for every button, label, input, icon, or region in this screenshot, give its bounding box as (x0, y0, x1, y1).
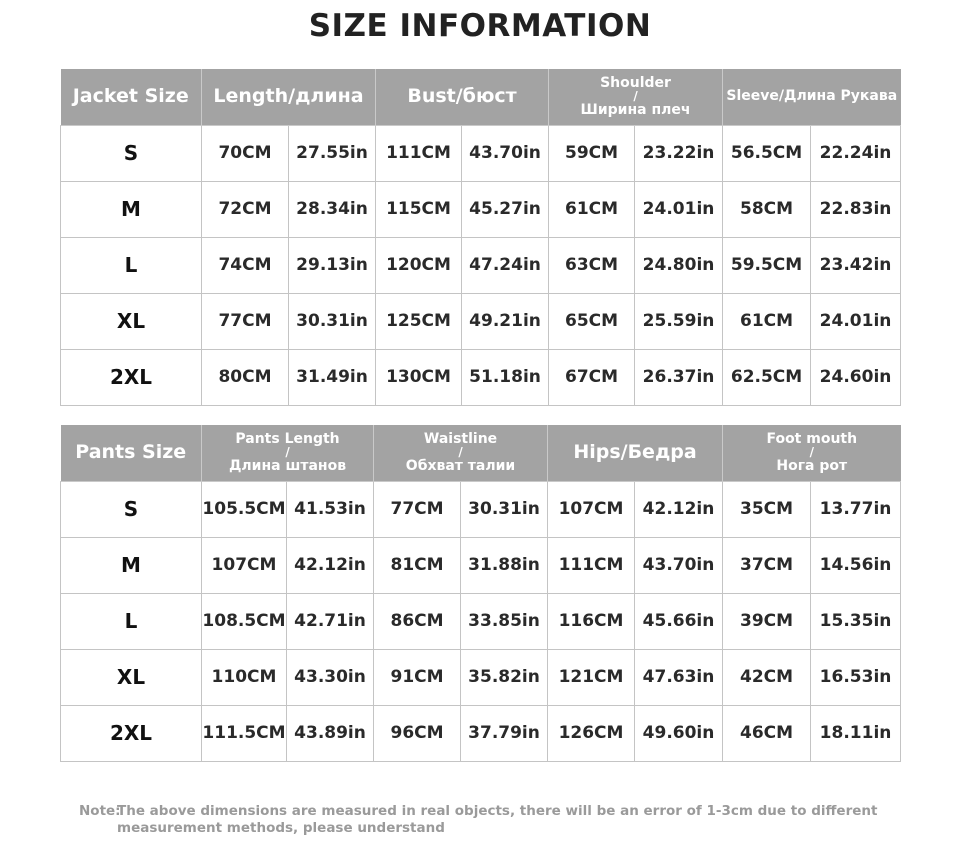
measurement-cell: 65CM (549, 293, 635, 349)
measurement-cell: 45.27in (462, 181, 549, 237)
measurement-cell: 70CM (202, 125, 289, 181)
measurement-cell: 30.31in (461, 481, 548, 537)
bust-header (376, 69, 549, 125)
measurement-cell: 41.53in (287, 481, 374, 537)
measurement-cell: 24.01in (635, 181, 723, 237)
shoulder-header-line1: Shoulder (600, 74, 671, 91)
size-label: M (61, 537, 202, 593)
size-label: L (61, 593, 202, 649)
measurement-cell: 28.34in (289, 181, 376, 237)
measurement-cell: 59CM (549, 125, 635, 181)
table-row (61, 125, 901, 181)
measurement-cell: 43.89in (287, 705, 374, 761)
measurement-cell: 14.56in (811, 537, 901, 593)
pants-size-table (60, 425, 901, 762)
measurement-cell: 15.35in (811, 593, 901, 649)
measurement-cell: 96CM (374, 705, 461, 761)
size-label: XL (61, 649, 202, 705)
measurement-cell: 56.5CM (723, 125, 811, 181)
measurement-cell: 91CM (374, 649, 461, 705)
measurement-cell: 18.11in (811, 705, 901, 761)
measurement-cell: 58CM (723, 181, 811, 237)
measurement-cell: 31.88in (461, 537, 548, 593)
waistline-header-line2: Обхват талии (405, 458, 516, 475)
measurement-cell: 61CM (723, 293, 811, 349)
measurement-cell: 24.80in (635, 237, 723, 293)
pants-length-header-sep: / (285, 445, 290, 460)
foot-mouth-header-line1: Foot mouth (766, 430, 858, 447)
jacket-header-row (61, 69, 901, 125)
measurement-cell: 115CM (376, 181, 462, 237)
table-row (61, 481, 901, 537)
table-row (61, 181, 901, 237)
measurement-cell: 63CM (549, 237, 635, 293)
measurement-cell: 111CM (548, 537, 635, 593)
measurement-cell: 126CM (548, 705, 635, 761)
measurement-cell: 22.24in (811, 125, 901, 181)
shoulder-header-line2: Ширина плеч (580, 102, 691, 119)
sleeve-header (723, 69, 901, 125)
table-row (61, 705, 901, 761)
measurement-cell: 22.83in (811, 181, 901, 237)
pants-length-header-line2: Длина штанов (228, 458, 347, 475)
measurement-cell: 24.01in (811, 293, 901, 349)
shoulder-header (549, 69, 723, 125)
table-row (61, 349, 901, 405)
measurement-cell: 45.66in (635, 593, 723, 649)
foot-mouth-header (723, 425, 901, 481)
measurement-cell: 67CM (549, 349, 635, 405)
measurement-cell: 24.60in (811, 349, 901, 405)
measurement-cell: 27.55in (289, 125, 376, 181)
measurement-cell: 35CM (723, 481, 811, 537)
measurement-cell: 72CM (202, 181, 289, 237)
measurement-cell: 125CM (376, 293, 462, 349)
sleeve-header-label: Sleeve/Длина Рукава (726, 88, 898, 105)
measurement-cell: 110CM (202, 649, 287, 705)
pants-size-header: Pants Size (61, 425, 202, 481)
measurement-cell: 74CM (202, 237, 289, 293)
jacket-size-header: Jacket Size (61, 69, 202, 125)
table-row (61, 237, 901, 293)
measurement-cell: 23.22in (635, 125, 723, 181)
measurement-cell: 61CM (549, 181, 635, 237)
measurement-cell: 107CM (202, 537, 287, 593)
measurement-cell: 42.71in (287, 593, 374, 649)
measurement-cell: 130CM (376, 349, 462, 405)
note-label: Note: (79, 803, 121, 819)
waistline-header (374, 425, 548, 481)
measurement-cell: 47.63in (635, 649, 723, 705)
measurement-cell: 116CM (548, 593, 635, 649)
foot-mouth-header-line2: Нога рот (776, 458, 848, 475)
measurement-cell: 111CM (376, 125, 462, 181)
size-label: 2XL (61, 705, 202, 761)
shoulder-header-sep: / (633, 89, 638, 104)
measurement-cell: 81CM (374, 537, 461, 593)
table-row (61, 649, 901, 705)
measurement-cell: 42.12in (635, 481, 723, 537)
size-label: 2XL (61, 349, 202, 405)
waistline-header-sep: / (458, 445, 463, 460)
waistline-header-line1: Waistline (423, 430, 498, 447)
table-row (61, 537, 901, 593)
measurement-cell: 37.79in (461, 705, 548, 761)
measurement-cell: 31.49in (289, 349, 376, 405)
size-label: S (61, 481, 202, 537)
measurement-cell: 33.85in (461, 593, 548, 649)
measurement-cell: 108.5CM (202, 593, 287, 649)
measurement-cell: 121CM (548, 649, 635, 705)
jacket-size-table (60, 69, 901, 406)
note-text: The above dimensions are measured in real objects, there will be an error of 1-3cm due to different measurement methods, please understand (117, 803, 878, 836)
table-row (61, 293, 901, 349)
measurement-cell: 80CM (202, 349, 289, 405)
page-title: SIZE INFORMATION (308, 8, 652, 44)
foot-mouth-header-sep: / (809, 445, 814, 460)
measurement-cell: 62.5CM (723, 349, 811, 405)
measurement-cell: 26.37in (635, 349, 723, 405)
bust-header-label: Bust/бюст (407, 85, 517, 108)
length-header (202, 69, 376, 125)
measurement-cell: 29.13in (289, 237, 376, 293)
measurement-cell: 51.18in (462, 349, 549, 405)
pants-length-header (202, 425, 374, 481)
measurement-cell: 59.5CM (723, 237, 811, 293)
measurement-cell: 30.31in (289, 293, 376, 349)
measurement-cell: 77CM (202, 293, 289, 349)
measurement-cell: 49.60in (635, 705, 723, 761)
measurement-cell: 77CM (374, 481, 461, 537)
measurement-cell: 49.21in (462, 293, 549, 349)
measurement-cell: 35.82in (461, 649, 548, 705)
measurement-cell: 43.70in (635, 537, 723, 593)
measurement-cell: 120CM (376, 237, 462, 293)
measurement-cell: 42.12in (287, 537, 374, 593)
measurement-cell: 25.59in (635, 293, 723, 349)
measurement-cell: 46CM (723, 705, 811, 761)
pants-header-row (61, 425, 901, 481)
measurement-cell: 111.5CM (202, 705, 287, 761)
size-label: L (61, 237, 202, 293)
measurement-cell: 105.5CM (202, 481, 287, 537)
measurement-cell: 16.53in (811, 649, 901, 705)
measurement-cell: 107CM (548, 481, 635, 537)
length-header-label: Length/длина (213, 85, 364, 108)
size-label: XL (61, 293, 202, 349)
measurement-cell: 42CM (723, 649, 811, 705)
measurement-cell: 86CM (374, 593, 461, 649)
pants-length-header-line1: Pants Length (235, 430, 340, 447)
measurement-cell: 13.77in (811, 481, 901, 537)
measurement-cell: 43.30in (287, 649, 374, 705)
measurement-cell: 37CM (723, 537, 811, 593)
size-label: S (61, 125, 202, 181)
measurement-cell: 39CM (723, 593, 811, 649)
hips-header-label: Hips/Бедра (573, 441, 697, 464)
measurement-note (79, 803, 909, 837)
table-row (61, 593, 901, 649)
measurement-cell: 43.70in (462, 125, 549, 181)
measurement-cell: 47.24in (462, 237, 549, 293)
size-label: M (61, 181, 202, 237)
measurement-cell: 23.42in (811, 237, 901, 293)
hips-header (548, 425, 723, 481)
